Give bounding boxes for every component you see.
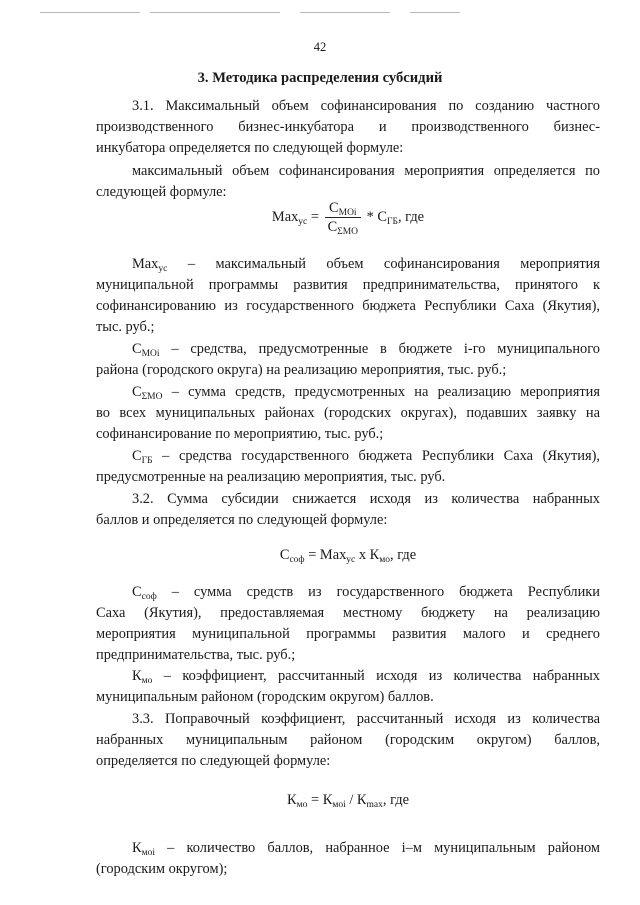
definition-c-moi: $С_{МОi}$ – средства, предусмотренные в бюджете i-го муниципального <box>132 341 600 359</box>
definition-max: муниципальной программы развития предпринимательства, принятого к <box>96 277 600 293</box>
formula-kmo: $К_{мо} = К_{моi} / К_{max}$, где <box>287 792 409 810</box>
paragraph-3-1: производственного бизнес-инкубатора и производственного бизнес- <box>96 119 600 135</box>
formula-fraction: $\frac{С_{МОi}}{С_{\Sigma МО}}$ <box>325 200 361 235</box>
definition-k-mo: муниципальным районом (городским округом) баллов. <box>96 689 434 705</box>
page-number: 42 <box>313 40 327 54</box>
definition-c-smo: во всех муниципальных районах (городских округах), подавших заявку на <box>96 405 600 421</box>
paragraph: следующей формуле: <box>96 184 227 200</box>
definition-c-sof: $С_{соф}$ – сумма средств из государственного бюджета Республики <box>132 584 600 602</box>
formula-csof: $С_{соф} = Max_{ус}$ х $К_{мо}$, где <box>279 547 417 565</box>
formula-max: Max$_{ус}$ = $\frac{С_{МОi}}{С_{\Sigma МО}}$ * $С_{ГБ}$, где <box>271 200 425 238</box>
definition-c-moi: района (городского округа) на реализацию мероприятия, тыс. руб.; <box>96 362 507 378</box>
definition-max: Max$_{ус}$ – максимальный объем софинансирования мероприятия <box>132 256 600 274</box>
top-border-line <box>410 12 460 13</box>
definition-c-smo: софинансирование по мероприятию, тыс. руб.; <box>96 426 384 442</box>
definition-c-smo: $С_{\Sigma МО}$ – сумма средств, предусмотренных на реализацию мероприятия <box>132 384 600 402</box>
paragraph-3-1: инкубатора определяется по следующей формуле: <box>96 140 404 156</box>
definition-c-gb: $С_{ГБ}$ – средства государственного бюджета Республики Саха (Якутия), <box>132 448 600 466</box>
top-border-line <box>300 12 390 13</box>
top-border-line <box>40 12 140 13</box>
paragraph: максимальный объем софинансирования мероприятия определяется по <box>132 163 600 179</box>
paragraph-3-3: 3.3. Поправочный коэффициент, рассчитанный исходя из количества <box>132 711 600 727</box>
definition-k-mo: $К_{мо}$ – коэффициент, рассчитанный исходя из количества набранных <box>132 668 600 686</box>
definition-c-sof: предпринимательства, тыс. руб.; <box>96 647 296 663</box>
definition-c-gb: предусмотренные на реализацию мероприятия, тыс. руб. <box>96 469 446 485</box>
definition-k-moi: (городским округом); <box>96 861 228 877</box>
definition-max: софинансированию из государственного бюджета Республики Саха (Якутия), <box>96 298 600 314</box>
definition-k-moi: $К_{моi}$ – количество баллов, набранное i–м муниципальным районом <box>132 840 600 858</box>
definition-c-sof: мероприятия муниципальной программы развития малого и среднего <box>96 626 600 642</box>
definition-c-sof: Саха (Якутия), предоставляемая местному бюджету на реализацию <box>96 605 600 621</box>
paragraph-3-2: 3.2. Сумма субсидии снижается исходя из количества набранных <box>132 491 600 507</box>
top-border-line <box>150 12 280 13</box>
definition-max: тыс. руб.; <box>96 319 155 335</box>
paragraph-3-3: набранных муниципальным районом (городским округом) баллов, <box>96 732 600 748</box>
paragraph-3-1: 3.1. Максимальный объем софинансирования по созданию частного <box>132 98 600 114</box>
section-title: 3. Методика распределения субсидий <box>197 70 443 86</box>
paragraph-3-2: баллов и определяется по следующей формуле: <box>96 512 388 528</box>
paragraph-3-3: определяется по следующей формуле: <box>96 753 331 769</box>
